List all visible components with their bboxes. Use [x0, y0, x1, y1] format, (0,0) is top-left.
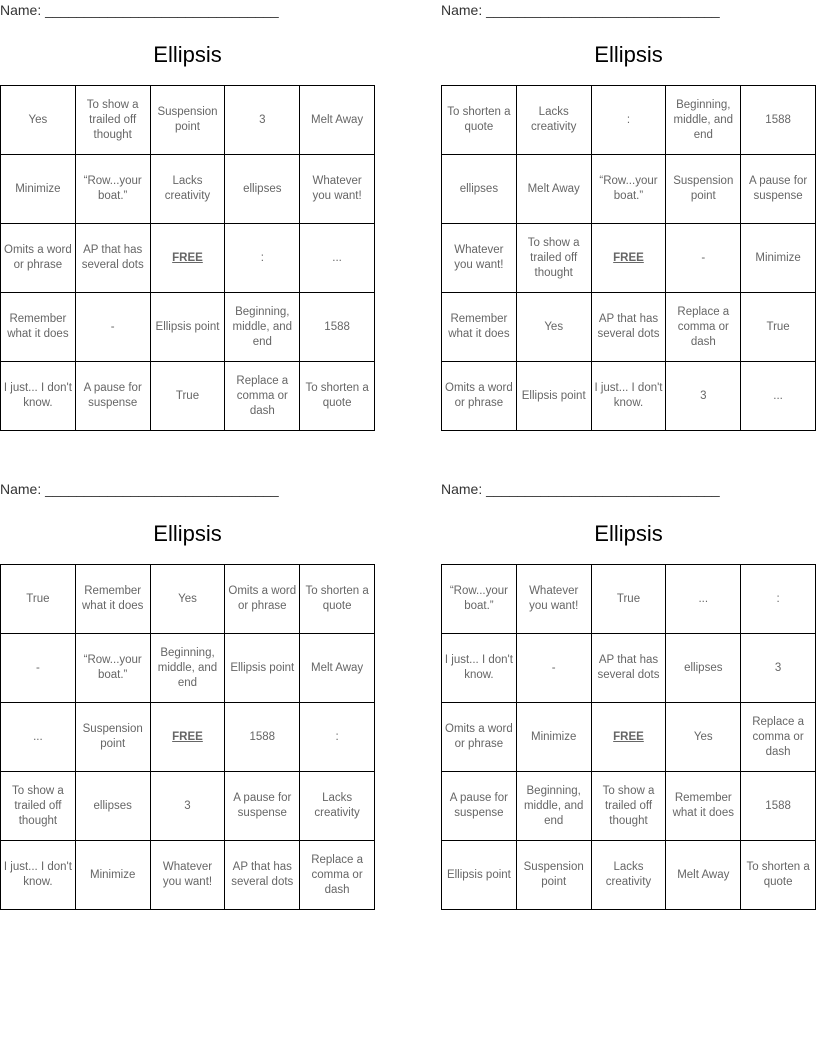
bingo-cell: Melt Away [300, 634, 375, 703]
bingo-cell: : [300, 703, 375, 772]
bingo-cell: Yes [150, 565, 225, 634]
bingo-cell: Remember what it does [1, 293, 76, 362]
bingo-row [442, 772, 816, 841]
bingo-cell: : [225, 224, 300, 293]
bingo-cell: ... [666, 565, 741, 634]
free-space-cell: FREE [591, 703, 666, 772]
bingo-cell: 3 [741, 634, 816, 703]
bingo-row [442, 224, 816, 293]
bingo-cell: ... [741, 362, 816, 431]
bingo-cell: To show a trailed off thought [75, 86, 150, 155]
bingo-cell: Replace a comma or dash [300, 841, 375, 910]
card-title: Ellipsis [153, 521, 222, 546]
bingo-row [1, 565, 375, 634]
bingo-cell: Minimize [741, 224, 816, 293]
bingo-cell: ellipses [225, 155, 300, 224]
bingo-row [1, 772, 375, 841]
bingo-cell: Ellipsis point [225, 634, 300, 703]
bingo-cell: To shorten a quote [300, 565, 375, 634]
bingo-cell: Lacks creativity [300, 772, 375, 841]
bingo-row [1, 841, 375, 910]
bingo-cell: I just... I don't know. [1, 841, 76, 910]
bingo-cell: Lacks creativity [150, 155, 225, 224]
free-space-cell: FREE [591, 224, 666, 293]
bingo-cell: Melt Away [666, 841, 741, 910]
bingo-cell: Suspension point [516, 841, 591, 910]
bingo-cell: “Row...your boat.” [442, 565, 517, 634]
bingo-cell: 1588 [225, 703, 300, 772]
card-title: Ellipsis [594, 42, 663, 67]
bingo-cell: 3 [666, 362, 741, 431]
bingo-row [442, 86, 816, 155]
bingo-cell: Omits a word or phrase [442, 703, 517, 772]
bingo-cell: True [150, 362, 225, 431]
bingo-cell: Minimize [75, 841, 150, 910]
bingo-cell: I just... I don't know. [1, 362, 76, 431]
bingo-cell: A pause for suspense [442, 772, 517, 841]
bingo-cell: Beginning, middle, and end [516, 772, 591, 841]
bingo-cell: Yes [516, 293, 591, 362]
bingo-row [1, 703, 375, 772]
bingo-cell: Replace a comma or dash [741, 703, 816, 772]
bingo-row [1, 155, 375, 224]
bingo-cell: Whatever you want! [300, 155, 375, 224]
bingo-row [442, 155, 816, 224]
bingo-cell: Whatever you want! [442, 224, 517, 293]
bingo-cell: Beginning, middle, and end [225, 293, 300, 362]
bingo-cell: “Row...your boat.” [75, 155, 150, 224]
bingo-cell: AP that has several dots [225, 841, 300, 910]
bingo-row [1, 86, 375, 155]
name-field-label: Name: ______________________________ [0, 481, 279, 497]
bingo-cell: Minimize [516, 703, 591, 772]
bingo-cell: To show a trailed off thought [516, 224, 591, 293]
bingo-row [1, 362, 375, 431]
bingo-row [442, 703, 816, 772]
bingo-cell: 1588 [741, 772, 816, 841]
bingo-cell: Remember what it does [442, 293, 517, 362]
bingo-cell: AP that has several dots [75, 224, 150, 293]
bingo-grid [0, 564, 375, 910]
bingo-grid [441, 85, 816, 431]
bingo-cell: Replace a comma or dash [666, 293, 741, 362]
bingo-cell: - [666, 224, 741, 293]
bingo-cell: Ellipsis point [516, 362, 591, 431]
bingo-cell: Remember what it does [75, 565, 150, 634]
bingo-row [1, 224, 375, 293]
bingo-cell: 1588 [741, 86, 816, 155]
bingo-cell: I just... I don't know. [442, 634, 517, 703]
bingo-cell: AP that has several dots [591, 634, 666, 703]
free-space-cell: FREE [150, 703, 225, 772]
name-field-label: Name: ______________________________ [441, 2, 720, 18]
bingo-cell: ... [300, 224, 375, 293]
bingo-cell: : [591, 86, 666, 155]
bingo-row [442, 293, 816, 362]
card-title: Ellipsis [594, 521, 663, 546]
bingo-cell: Lacks creativity [591, 841, 666, 910]
bingo-row [442, 634, 816, 703]
bingo-row [442, 841, 816, 910]
bingo-cell: To shorten a quote [741, 841, 816, 910]
bingo-row [1, 293, 375, 362]
bingo-cell: 3 [225, 86, 300, 155]
bingo-cell: A pause for suspense [741, 155, 816, 224]
bingo-grid [0, 85, 375, 431]
bingo-cell: Melt Away [300, 86, 375, 155]
bingo-cell: Melt Away [516, 155, 591, 224]
bingo-cell: True [591, 565, 666, 634]
bingo-cell: Suspension point [150, 86, 225, 155]
bingo-cell: “Row...your boat.” [591, 155, 666, 224]
bingo-cell: Beginning, middle, and end [666, 86, 741, 155]
free-space-cell: FREE [150, 224, 225, 293]
bingo-cell: Omits a word or phrase [225, 565, 300, 634]
bingo-cell: ellipses [666, 634, 741, 703]
bingo-cell: To shorten a quote [300, 362, 375, 431]
bingo-cell: Whatever you want! [150, 841, 225, 910]
bingo-cell: - [516, 634, 591, 703]
bingo-cell: ellipses [442, 155, 517, 224]
bingo-cell: To show a trailed off thought [591, 772, 666, 841]
name-field-label: Name: ______________________________ [0, 2, 279, 18]
bingo-row [442, 362, 816, 431]
bingo-cell: Remember what it does [666, 772, 741, 841]
bingo-grid [441, 564, 816, 910]
name-field-label: Name: ______________________________ [441, 481, 720, 497]
card-title: Ellipsis [153, 42, 222, 67]
bingo-cell: Whatever you want! [516, 565, 591, 634]
bingo-cell: Lacks creativity [516, 86, 591, 155]
bingo-cell: Minimize [1, 155, 76, 224]
bingo-cell: Suspension point [666, 155, 741, 224]
bingo-cell: 3 [150, 772, 225, 841]
bingo-cell: True [741, 293, 816, 362]
bingo-row [442, 565, 816, 634]
bingo-cell: “Row...your boat.” [75, 634, 150, 703]
bingo-cell: A pause for suspense [225, 772, 300, 841]
bingo-cell: A pause for suspense [75, 362, 150, 431]
bingo-cell: Ellipsis point [150, 293, 225, 362]
bingo-cell: Yes [1, 86, 76, 155]
bingo-cell: - [75, 293, 150, 362]
bingo-cell: ... [1, 703, 76, 772]
bingo-cell: Omits a word or phrase [1, 224, 76, 293]
bingo-cell: AP that has several dots [591, 293, 666, 362]
bingo-cell: I just... I don't know. [591, 362, 666, 431]
bingo-cell: Yes [666, 703, 741, 772]
bingo-cell: Suspension point [75, 703, 150, 772]
bingo-cell: Beginning, middle, and end [150, 634, 225, 703]
bingo-cell: True [1, 565, 76, 634]
bingo-cell: ellipses [75, 772, 150, 841]
bingo-cell: To show a trailed off thought [1, 772, 76, 841]
bingo-cell: Replace a comma or dash [225, 362, 300, 431]
bingo-cell: - [1, 634, 76, 703]
bingo-row [1, 634, 375, 703]
bingo-cell: : [741, 565, 816, 634]
bingo-cell: Ellipsis point [442, 841, 517, 910]
bingo-cell: To shorten a quote [442, 86, 517, 155]
bingo-cell: Omits a word or phrase [442, 362, 517, 431]
bingo-cell: 1588 [300, 293, 375, 362]
